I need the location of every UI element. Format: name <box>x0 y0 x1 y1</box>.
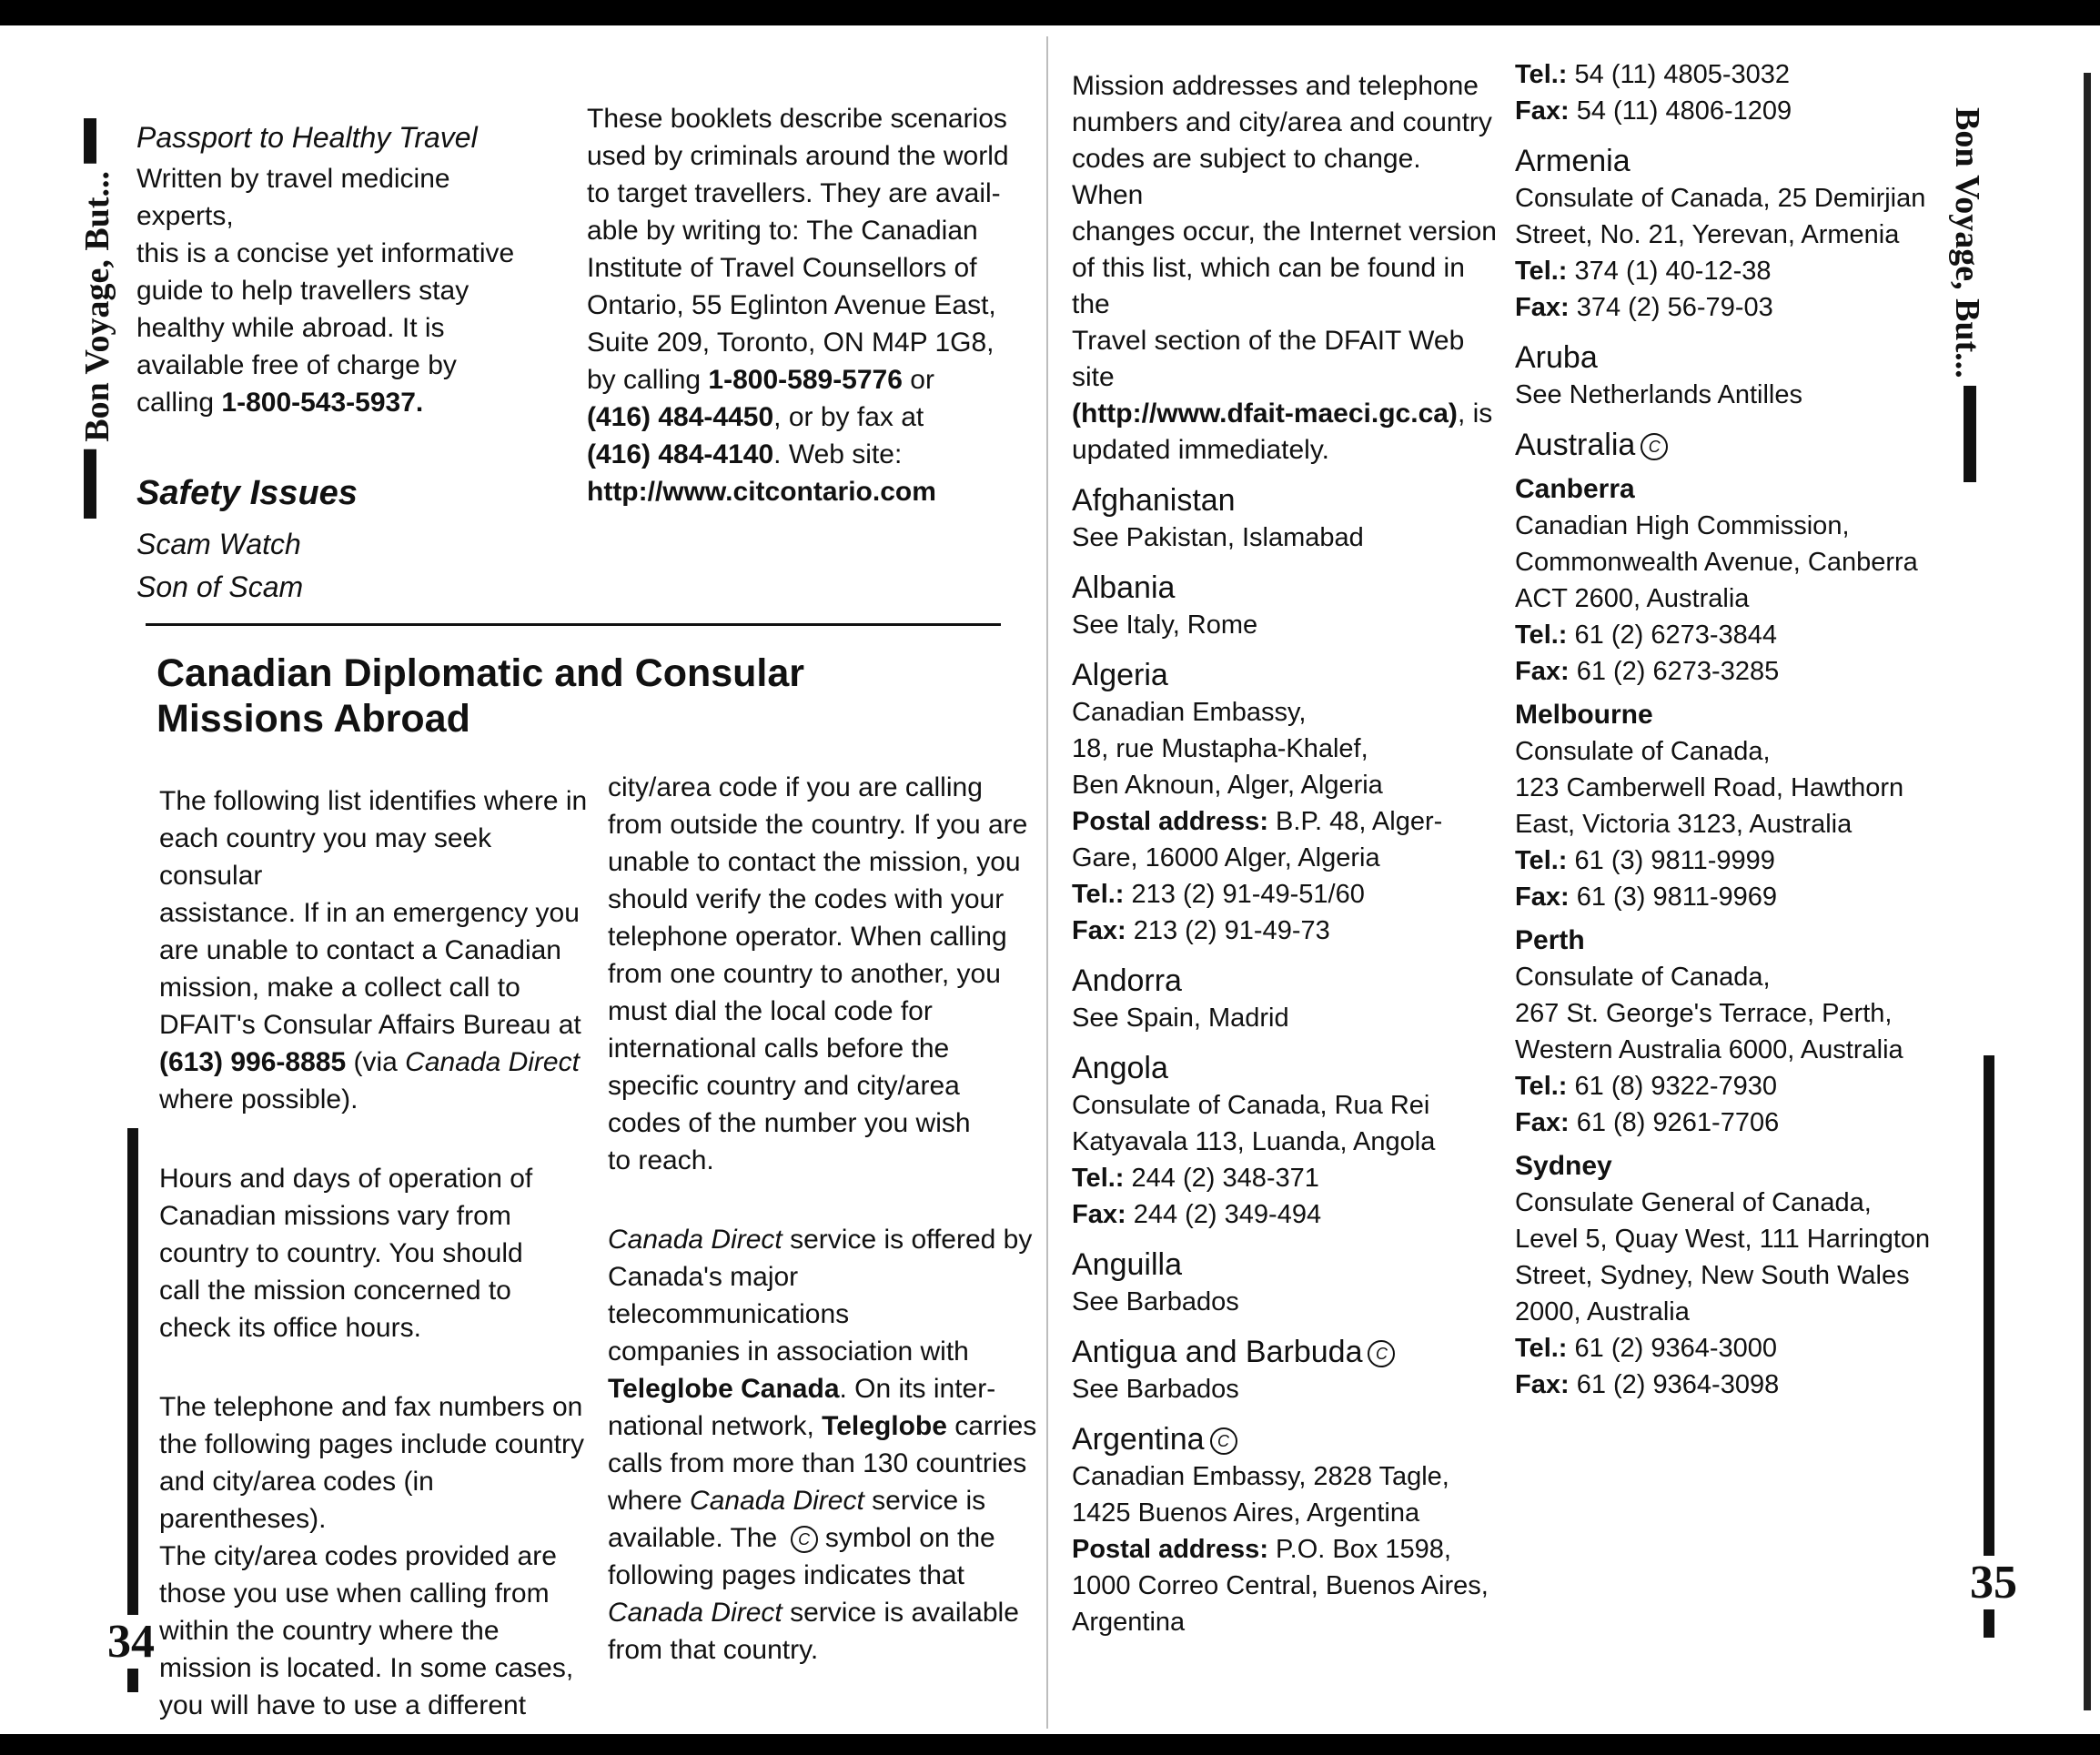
p5-text-e: symbol on the following pages indicates that <box>608 1523 995 1590</box>
fax-value: 61 (3) 9811-9969 <box>1576 883 1778 912</box>
entry-name-text: Anguilla <box>1072 1247 1182 1282</box>
address-line: Katyavala 113, Luanda, Angola <box>1072 1127 1436 1156</box>
entry-name-text: Armenia <box>1515 144 1631 178</box>
fax <box>1072 1196 1499 1233</box>
intro-note-text: Mission addresses and telephone numbers and city/area and country codes are subject to change. When changes occur, the Internet version of this list, which can be found in the Travel section of the DFAIT Web site <box>1072 71 1497 392</box>
city-melbourne <box>1515 697 1952 915</box>
canada-direct-icon: C <box>1368 1340 1395 1367</box>
address-line: Consulate of Canada, 25 Demirjian <box>1515 184 1926 213</box>
country-aruba <box>1515 338 1952 413</box>
country-name <box>1072 1420 1499 1458</box>
booklets-phone-local: (416) 484-4450 <box>587 402 774 432</box>
fax-label: Fax: <box>1072 1200 1126 1229</box>
tel-label: Tel.: <box>1515 257 1568 286</box>
section-rule <box>146 623 1001 626</box>
address-line: See Italy, Rome <box>1072 610 1258 640</box>
address-line: 267 St. George's Terrace, Perth, <box>1515 999 1893 1028</box>
missions-paragraph-2: Hours and days of operation of Canadian missions vary from country to country. You should call the mission concerned to check its office hours. <box>159 1164 533 1343</box>
entry-name-text: Aruba <box>1515 340 1598 375</box>
missions-heading-line2: Missions Abroad <box>156 697 470 741</box>
tel-value: 61 (2) 9364-3000 <box>1574 1334 1778 1363</box>
city-name <box>1515 471 1952 508</box>
fax-label: Fax: <box>1515 293 1570 322</box>
tel <box>1515 617 1952 653</box>
missions-paragraph-4: city/area code if you are calling from outside the country. If you are unable to contact the mission, you should verify the codes with your telephone operator. When calling from one country to another, you must dial the local code for international calls before the specific country and city/area codes of the number you wish to reach. <box>608 772 1028 1175</box>
argentina-fax-value: 54 (11) 4806-1209 <box>1576 96 1792 126</box>
fax <box>1515 1104 1952 1141</box>
tel <box>1515 253 1952 289</box>
address-line: Consulate of Canada, <box>1515 963 1771 992</box>
tel-label: Tel.: <box>1515 846 1568 875</box>
passport-body <box>136 160 537 421</box>
postal-line: Gare, 16000 Alger, Algeria <box>1072 843 1380 872</box>
page-edge-right <box>2084 73 2091 1710</box>
fax <box>1072 913 1499 949</box>
country-armenia <box>1515 142 1952 326</box>
country-name <box>1072 481 1499 519</box>
booklets-body <box>587 100 1024 510</box>
safety-item-son-of-scam: Son of Scam <box>136 570 304 603</box>
tel-value: 61 (3) 9811-9999 <box>1574 846 1775 875</box>
scan-top-border <box>0 0 2100 25</box>
country-afghanistan <box>1072 481 1499 556</box>
fax-label: Fax: <box>1072 916 1126 945</box>
city-name <box>1515 923 1952 959</box>
page-bar-left <box>127 1128 138 1692</box>
fax <box>1515 879 1952 915</box>
missions-heading-line1: Canadian Diplomatic and Consular <box>156 651 804 695</box>
p5-canada-direct-3: Canada Direct <box>608 1598 782 1628</box>
safety-item-scam-watch: Scam Watch <box>136 528 301 560</box>
tel-label: Tel.: <box>1515 1072 1568 1101</box>
right-col-2 <box>1515 56 1952 1403</box>
tel-value: 61 (8) 9322-7930 <box>1574 1072 1778 1101</box>
postal-line: 1000 Correo Central, Buenos Aires, <box>1072 1571 1489 1600</box>
page-number-right: 35 <box>1970 1557 2017 1609</box>
consular-affairs-phone: (613) 996-8885 <box>159 1047 347 1077</box>
tel <box>1515 842 1952 879</box>
tel-label: Tel.: <box>1515 1334 1568 1363</box>
entry-name-text: Argentina <box>1072 1422 1205 1457</box>
address-line: Canadian High Commission, <box>1515 511 1850 540</box>
fax-label: Fax: <box>1515 96 1570 126</box>
address-line: Street, No. 21, Yerevan, Armenia <box>1515 220 1900 249</box>
address-line: Ben Aknoun, Alger, Algeria <box>1072 771 1383 800</box>
city-sydney <box>1515 1148 1952 1403</box>
missions-p1-end: where possible). <box>159 1084 358 1115</box>
p5-text-c: carries calls from more than 130 countries where <box>608 1411 1037 1516</box>
country-australia <box>1515 426 1952 464</box>
missions-col-1 <box>159 782 596 1724</box>
fax-value: 213 (2) 91-49-73 <box>1133 916 1330 945</box>
booklets-or: or <box>902 365 934 395</box>
country-name <box>1072 1246 1499 1284</box>
fax-value: 61 (2) 6273-3285 <box>1576 657 1780 686</box>
p5-canada-direct: Canada Direct <box>608 1225 782 1255</box>
address-line: See Barbados <box>1072 1375 1239 1404</box>
entry-name-text: Angola <box>1072 1051 1168 1085</box>
scan-bottom-border <box>0 1734 2100 1755</box>
city-canberra <box>1515 471 1952 690</box>
fax <box>1515 653 1952 690</box>
fax <box>1515 1367 1952 1403</box>
country-list-col-1 <box>1072 481 1499 1640</box>
fax-value: 244 (2) 349-494 <box>1133 1200 1322 1229</box>
safety-heading: Safety Issues <box>136 474 358 512</box>
address-line: 1425 Buenos Aires, Argentina <box>1072 1498 1420 1528</box>
postal-address <box>1072 803 1499 840</box>
country-name <box>1072 1049 1499 1087</box>
country-name <box>1072 962 1499 1000</box>
city-name <box>1515 1148 1952 1185</box>
country-antigua-and-barbuda <box>1072 1333 1499 1407</box>
city-perth <box>1515 923 1952 1141</box>
address-line: Canadian Embassy, 2828 Tagle, <box>1072 1462 1449 1491</box>
tel-label: Tel.: <box>1515 620 1568 650</box>
missions-paragraph-5 <box>608 1221 1045 1669</box>
dfait-url: (http://www.dfait-maeci.gc.ca) <box>1072 398 1458 429</box>
country-name <box>1072 1333 1499 1371</box>
argentina-fax <box>1515 93 1952 129</box>
tel-value: 374 (1) 40-12-38 <box>1574 257 1772 286</box>
address-line: See Pakistan, Islamabad <box>1072 523 1364 552</box>
booklets-web-label: . Web site: <box>773 439 903 469</box>
country-andorra <box>1072 962 1499 1036</box>
tel-label: Tel.: <box>1072 1164 1125 1193</box>
booklets-url: http://www.citcontario.com <box>587 477 936 507</box>
address-line: ACT 2600, Australia <box>1515 584 1750 613</box>
postal-address-value: P.O. Box 1598, <box>1276 1535 1451 1564</box>
passport-section <box>136 114 537 604</box>
missions-paragraph-3: The telephone and fax numbers on the following pages include country and city/area codes (in parentheses). The city/area codes provided are those you use when calling from within the country where the mission is located. In some cases, you will have to use a different <box>159 1392 584 1720</box>
p5-teleglobe: Teleglobe <box>822 1411 947 1441</box>
address-line: Consulate of Canada, Rua Rei <box>1072 1091 1430 1120</box>
entry-name-text: Afghanistan <box>1072 483 1236 518</box>
country-name <box>1072 569 1499 607</box>
country-name <box>1072 656 1499 694</box>
p5-teleglobe-canada: Teleglobe Canada <box>608 1374 840 1404</box>
booklets-section <box>587 100 1024 510</box>
missions-paragraph-1 <box>159 782 596 1118</box>
canada-direct-icon: C <box>1641 433 1668 460</box>
entry-name-text: Sydney <box>1515 1151 1612 1181</box>
tel-value: 213 (2) 91-49-51/60 <box>1131 880 1365 909</box>
address-line: Consulate of Canada, <box>1515 737 1771 766</box>
address-line: East, Victoria 3123, Australia <box>1515 810 1853 839</box>
p5-text-f: service is available from that country. <box>608 1598 1019 1665</box>
p5-text-d: service is available. The <box>608 1486 986 1553</box>
tel <box>1515 1068 1952 1104</box>
booklets-fax-text: , or by fax at <box>773 402 924 432</box>
missions-p1-text: The following list identifies where in each country you may seek consular assistance. If in an emergency you are unable to contact a Canadian mission, make a collect call to DFAIT's Consular Affairs Bureau at <box>159 786 588 1040</box>
country-list-col-2 <box>1515 142 1952 413</box>
address-line: See Spain, Madrid <box>1072 1004 1289 1033</box>
city-name <box>1515 697 1952 733</box>
passport-phone: 1-800-543-5937. <box>221 388 424 418</box>
argentina-tel-value: 54 (11) 4805-3032 <box>1574 60 1791 89</box>
p5-canada-direct-2: Canada Direct <box>690 1486 864 1516</box>
address-line: 2000, Australia <box>1515 1297 1690 1326</box>
booklets-fax: (416) 484-4140 <box>587 439 774 469</box>
tel-value: 244 (2) 348-371 <box>1131 1164 1319 1193</box>
running-head-left: Bon Voyage, But... <box>77 164 117 449</box>
booklets-body-text: These booklets describe scenarios used by criminals around the world to target travellers. They are avail- able by writing to: The Canadian Institute of Travel Counsellors of Ontario, 55 Eglinton Avenue East, Suite 209, Toronto, ON M4P 1G8, by calling <box>587 104 1009 395</box>
postal-address-value: B.P. 48, Alger- <box>1276 807 1443 836</box>
entry-name-text: Albania <box>1072 570 1176 605</box>
tel <box>1072 1160 1499 1196</box>
country-anguilla <box>1072 1246 1499 1320</box>
canada-direct-icon: C <box>791 1526 818 1553</box>
missions-col-2 <box>608 769 1045 1669</box>
postal-address-label: Postal address: <box>1072 807 1268 836</box>
missions-heading <box>156 651 975 741</box>
page-number-left: 34 <box>107 1616 155 1668</box>
p5-text-b: . On its inter- national network, <box>608 1374 996 1441</box>
canada-direct-icon: C <box>1210 1427 1237 1455</box>
address-line: Level 5, Quay West, 111 Harrington <box>1515 1225 1931 1254</box>
missions-p1-canada-direct: Canada Direct <box>405 1047 580 1077</box>
passport-body-text: Written by travel medicine experts, this is a concise yet informative guide to help travellers stay healthy while abroad. It is available free of charge by calling <box>136 164 515 418</box>
postal-address-label: Postal address: <box>1072 1535 1268 1564</box>
intro-note-end: , is updated immediately. <box>1072 398 1493 465</box>
address-line: Street, Sydney, New South Wales <box>1515 1261 1910 1290</box>
fax-label: Fax: <box>1515 657 1570 686</box>
tel-value: 61 (2) 6273-3844 <box>1574 620 1778 650</box>
fax-value: 61 (2) 9364-3098 <box>1576 1370 1780 1399</box>
country-name: Australia <box>1515 428 1636 462</box>
passport-title: Passport to Healthy Travel <box>136 121 478 154</box>
fax-value: 374 (2) 56-79-03 <box>1576 293 1773 322</box>
postal-address <box>1072 1531 1499 1568</box>
argentina-tel <box>1515 56 1952 93</box>
fax-value: 61 (8) 9261-7706 <box>1576 1108 1780 1137</box>
entry-name-text: Perth <box>1515 925 1585 955</box>
postal-line: Argentina <box>1072 1608 1186 1637</box>
tel <box>1515 1330 1952 1367</box>
country-name <box>1515 142 1952 180</box>
country-name <box>1515 338 1952 377</box>
country-argentina <box>1072 1420 1499 1640</box>
entry-name-text: Melbourne <box>1515 700 1653 730</box>
intro-note <box>1072 68 1499 469</box>
address-line: 18, rue Mustapha-Khalef, <box>1072 734 1368 763</box>
address-line: 123 Camberwell Road, Hawthorn <box>1515 773 1904 802</box>
entry-name-text: Algeria <box>1072 658 1168 692</box>
address-line: Commonwealth Avenue, Canberra <box>1515 548 1918 577</box>
address-line: Consulate General of Canada, <box>1515 1188 1872 1217</box>
fax-label: Fax: <box>1515 1108 1570 1137</box>
fax-label: Fax: <box>1515 883 1570 912</box>
tel-label: Tel.: <box>1072 880 1125 909</box>
book-spine <box>1046 36 1048 1729</box>
running-head-right: Bon Voyage, But... <box>1947 100 1987 386</box>
missions-p1-via: (via <box>346 1047 406 1077</box>
address-line: See Barbados <box>1072 1287 1239 1316</box>
australia-cities <box>1515 471 1952 1403</box>
tel-label: Tel.: <box>1515 60 1568 89</box>
entry-name-text: Canberra <box>1515 474 1635 504</box>
right-col-1 <box>1072 68 1499 1640</box>
entry-name-text: Andorra <box>1072 963 1182 998</box>
booklets-phone-tollfree: 1-800-589-5776 <box>708 365 903 395</box>
page-bar-right <box>1984 1055 1994 1638</box>
address-line: See Netherlands Antilles <box>1515 380 1802 409</box>
tel <box>1072 876 1499 913</box>
p5-text-a: service is offered by Canada's major telecommunications companies in association with <box>608 1225 1033 1367</box>
fax <box>1515 289 1952 326</box>
country-albania <box>1072 569 1499 643</box>
country-angola <box>1072 1049 1499 1233</box>
address-line: Canadian Embassy, <box>1072 698 1307 727</box>
entry-name-text: Antigua and Barbuda <box>1072 1335 1363 1369</box>
fax-label: Fax: <box>1515 1370 1570 1399</box>
address-line: Western Australia 6000, Australia <box>1515 1035 1903 1064</box>
country-algeria <box>1072 656 1499 949</box>
